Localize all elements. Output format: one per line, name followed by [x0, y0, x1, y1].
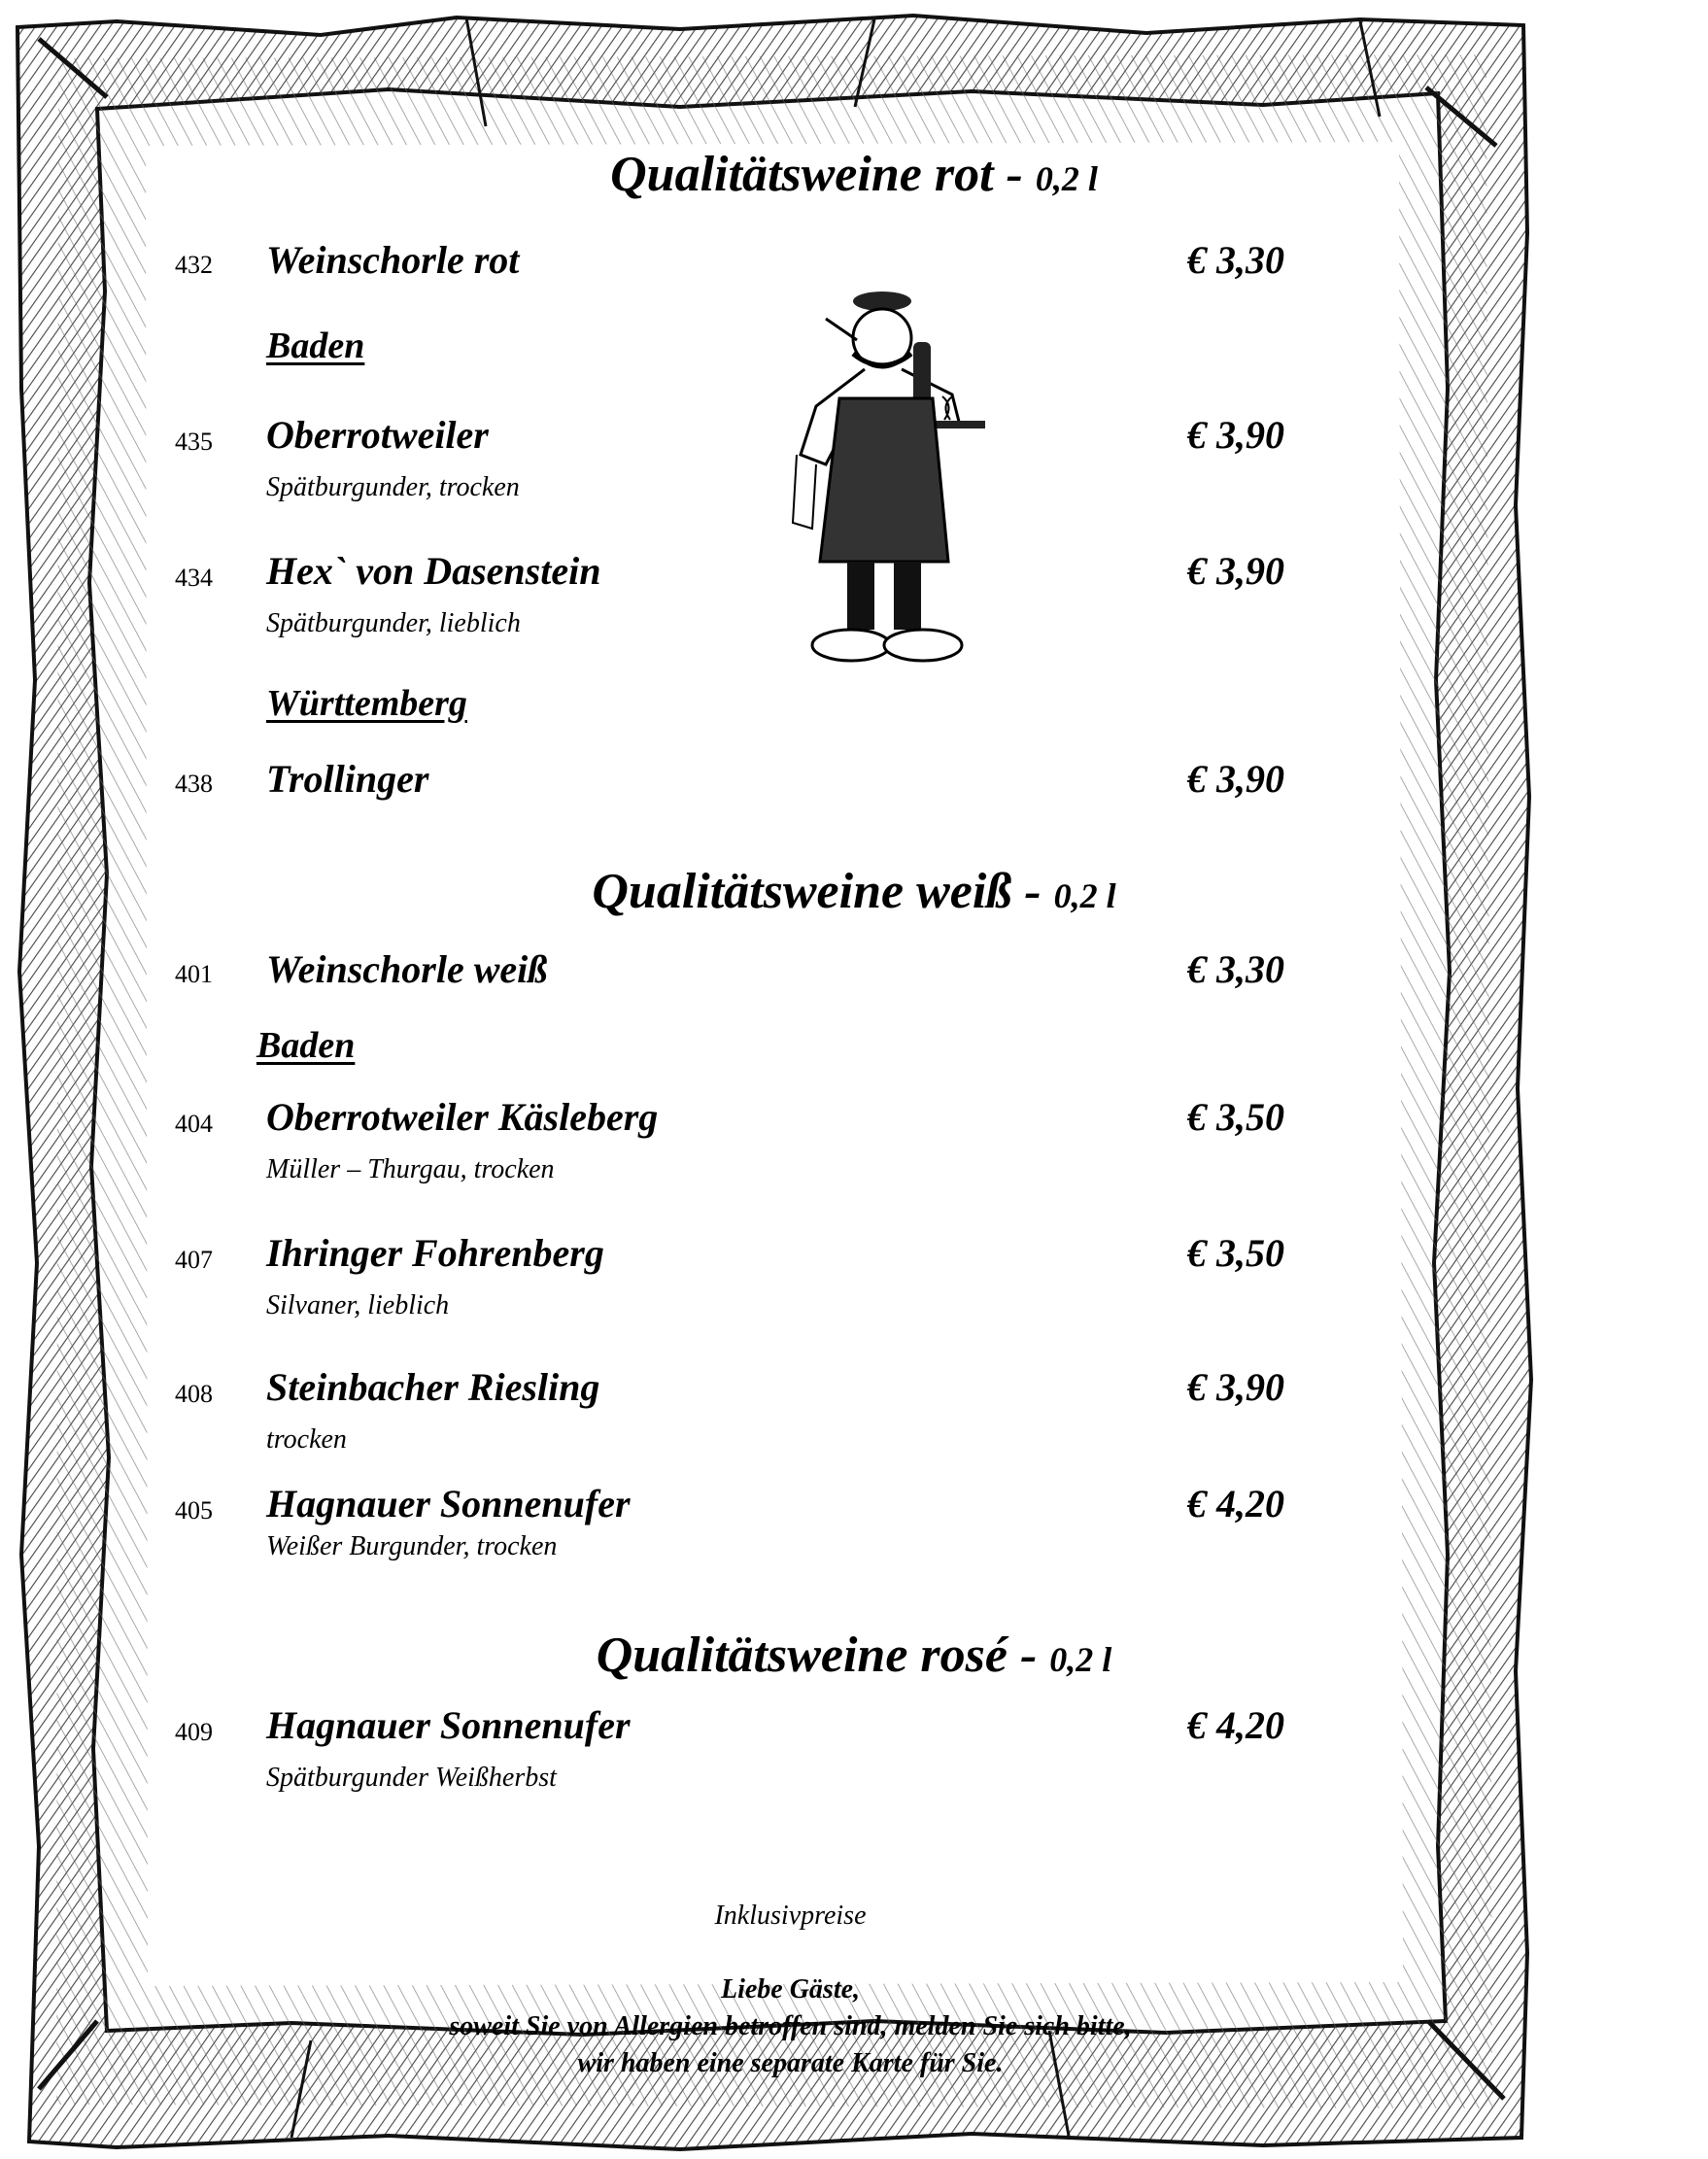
- item-number: 409: [175, 1718, 213, 1746]
- item-name: Hex` von Dasenstein: [266, 549, 601, 593]
- item-price: € 3,90: [1187, 757, 1284, 801]
- item-name: Ihringer Fohrenberg: [266, 1231, 604, 1275]
- item-name: Oberrotweiler: [266, 413, 489, 457]
- item-name: Trollinger: [266, 757, 429, 801]
- item-number: 438: [175, 770, 213, 798]
- item-number: 432: [175, 251, 213, 279]
- item-number: 434: [175, 564, 213, 592]
- section-volume-white: 0,2 l: [1053, 876, 1116, 915]
- section-title-rose-text: Qualitätsweine rosé -: [596, 1628, 1050, 1683]
- item-price: € 3,50: [1187, 1095, 1284, 1139]
- section-title-red: [0, 146, 1708, 203]
- region-heading-baden-white: Baden: [256, 1025, 356, 1066]
- item-name: Hagnauer Sonnenufer: [266, 1482, 631, 1525]
- item-number: 408: [175, 1380, 213, 1408]
- item-description: Weißer Burgunder, trocken: [266, 1531, 558, 1561]
- allergy-notice-line1: soweit Sie von Allergien betroffen sind, melden Sie sich bitte,: [449, 2011, 1132, 2041]
- region-heading-wuerttemberg: Württemberg: [266, 683, 467, 724]
- item-name: Weinschorle weiß: [266, 947, 548, 991]
- item-price: € 3,90: [1187, 1365, 1284, 1409]
- item-price: € 4,20: [1187, 1482, 1284, 1525]
- item-number: 401: [175, 960, 213, 988]
- prices-note: Inklusivpreise: [714, 1901, 867, 1931]
- item-number: 407: [175, 1246, 213, 1274]
- allergy-notice-line2: wir haben eine separate Karte für Sie.: [577, 2048, 1004, 2078]
- item-number: 405: [175, 1496, 213, 1525]
- item-price: € 3,30: [1187, 947, 1284, 991]
- item-price: € 4,20: [1187, 1703, 1284, 1747]
- waiter-illustration: [758, 290, 1020, 678]
- item-price: € 3,50: [1187, 1231, 1284, 1275]
- item-description: Müller – Thurgau, trocken: [266, 1154, 555, 1184]
- allergy-greeting: Liebe Gäste,: [720, 1974, 861, 2005]
- item-name: Oberrotweiler Käsleberg: [266, 1095, 659, 1139]
- item-description: Spätburgunder Weißherbst: [266, 1763, 557, 1793]
- item-price: € 3,90: [1187, 413, 1284, 457]
- item-number: 404: [175, 1110, 213, 1138]
- item-description: Spätburgunder, trocken: [266, 472, 520, 502]
- item-price: € 3,30: [1187, 238, 1284, 282]
- section-volume-red: 0,2 l: [1035, 159, 1098, 198]
- item-description: trocken: [266, 1424, 347, 1455]
- section-title-red-text: Qualitätsweine rot -: [610, 147, 1036, 202]
- region-heading-baden-red: Baden: [266, 326, 365, 366]
- item-description: Spätburgunder, lieblich: [266, 608, 521, 638]
- section-title-white: [0, 863, 1708, 920]
- item-name: Steinbacher Riesling: [266, 1365, 600, 1409]
- section-title-rose: [0, 1627, 1708, 1684]
- item-price: € 3,90: [1187, 549, 1284, 593]
- item-name: Weinschorle rot: [266, 238, 520, 282]
- item-name: Hagnauer Sonnenufer: [266, 1703, 631, 1747]
- section-title-white-text: Qualitätsweine weiß -: [592, 864, 1054, 919]
- item-description: Silvaner, lieblich: [266, 1290, 450, 1320]
- section-volume-rose: 0,2 l: [1049, 1640, 1112, 1679]
- item-number: 435: [175, 428, 213, 456]
